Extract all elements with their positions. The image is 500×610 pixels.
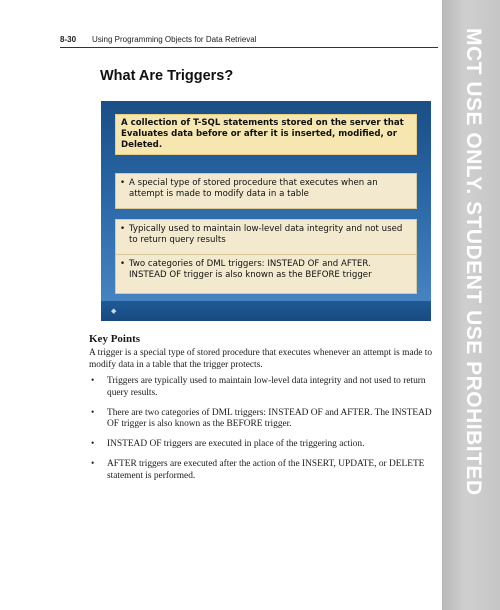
slide-footer — [101, 301, 431, 321]
key-points-heading: Key Points — [89, 333, 141, 345]
list-item-text: INSTEAD OF triggers are executed in place of the triggering action. — [107, 439, 365, 450]
list-item — [89, 439, 437, 451]
watermark-text: MCT USE ONLY. STUDENT USE PROHIBITED — [462, 28, 485, 496]
list-item-text: AFTER triggers are executed after the action of the INSERT, UPDATE, or DELETE statement is performed. — [107, 458, 425, 481]
bullet-icon: • — [91, 439, 95, 450]
watermark-sidebar — [442, 0, 500, 610]
list-item-text: There are two categories of DML triggers: INSTEAD OF and AFTER. The INSTEAD OF trigger is also known as the BEFORE trigger. — [107, 407, 432, 430]
section-title: What Are Triggers? — [100, 68, 234, 84]
slide-image — [101, 101, 431, 321]
bullet-icon: • — [91, 407, 95, 418]
slide-item-text: Typically used to maintain low-level data integrity and not used to return query results — [129, 224, 403, 245]
bullet-icon: • — [91, 376, 95, 386]
bullet-icon: • — [120, 259, 126, 269]
list-item — [89, 408, 437, 432]
list-item-text: Triggers are typically used to maintain low-level data integrity and not used to return query results. — [107, 376, 426, 398]
slide-item-text: A special type of stored procedure that executes when an attempt is made to modify data in a table — [129, 178, 378, 199]
bullet-icon: • — [91, 458, 95, 469]
key-points-intro: A trigger is a special type of stored procedure that executes whenever an attempt is made to modify data in a table that the trigger protects. — [89, 348, 433, 370]
slide-logo-icon: ◆ — [111, 307, 117, 315]
slide-item-text: Two categories of DML triggers: INSTEAD OF and AFTER. INSTEAD OF trigger is also known as the BEFORE trigger — [129, 259, 372, 280]
slide-item-2 — [115, 219, 417, 255]
page-number: 8-30 — [60, 35, 77, 44]
list-item — [89, 459, 437, 483]
slide-item-3 — [115, 254, 417, 294]
key-points-list — [89, 376, 437, 491]
bullet-icon: • — [120, 224, 126, 234]
list-item — [89, 376, 437, 400]
header-rule — [60, 47, 438, 48]
slide-summary-box: A collection of T-SQL statements stored on the server that Evaluates data before or after it is inserted, modified, or Deleted. — [115, 114, 417, 155]
bullet-icon: • — [120, 178, 126, 188]
chapter-title: Using Programming Objects for Data Retrieval — [92, 35, 257, 44]
page-header — [60, 34, 438, 48]
slide-item-1 — [115, 173, 417, 209]
